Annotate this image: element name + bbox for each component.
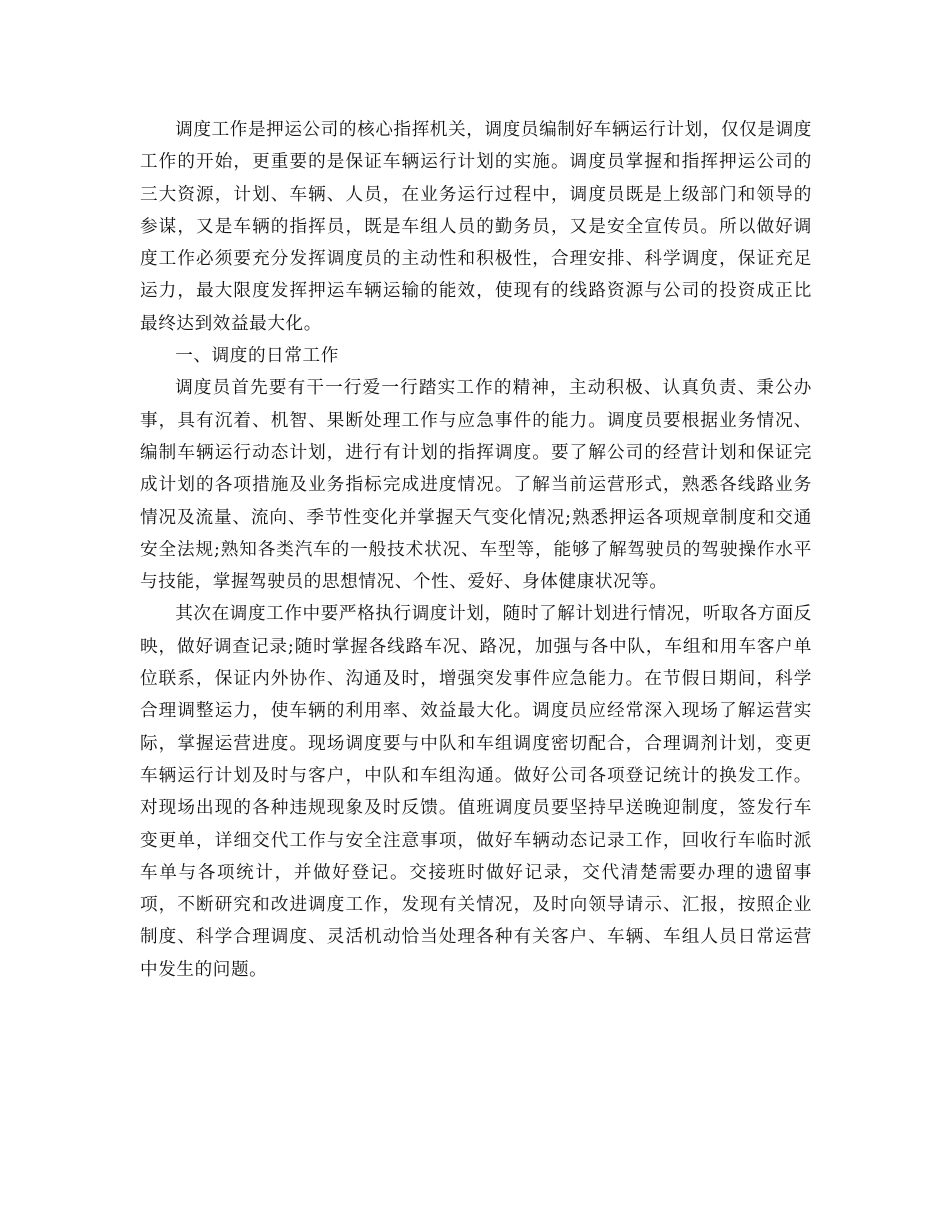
- body-paragraph-1: 调度员首先要有干一行爱一行踏实工作的精神，主动积极、认真负责、秉公办事，具有沉着、机智、果断处理工作与应急事件的能力。调度员要根据业务情况、编制车辆运行动态计划，进行有计划的指挥调度。要了解公司的经营计划和保证完成计划的各项措施及业务指标完成进度情况。了解当前运营形式，熟悉各线路业务情况及流量、流向、季节性变化并掌握天气变化情况;熟悉押运各项规章制度和交通安全法规;熟知各类汽车的一般技术状况、车型等，能够了解驾驶员的驾驶操作水平与技能，掌握驾驶员的思想情况、个性、爱好、身体健康状况等。: [140, 378, 812, 593]
- section-heading: 一、调度的日常工作: [175, 346, 339, 367]
- document-body: [140, 114, 812, 986]
- intro-paragraph: 调度工作是押运公司的核心指挥机关，调度员编制好车辆运行计划，仅仅是调度工作的开始，更重要的是保证车辆运行计划的实施。调度员掌握和指挥押运公司的三大资源，计划、车辆、人员，在业务运行过程中，调度员既是上级部门和领导的参谋，又是车辆的指挥员，既是车组人员的勤务员，又是安全宣传员。所以做好调度工作必须要充分发挥调度员的主动性和积极性，合理安排、科学调度，保证充足运力，最大限度发挥押运车辆运输的能效，使现有的线路资源与公司的投资成正比最终达到效益最大化。: [140, 120, 812, 334]
- body-paragraph-2: 其次在调度工作中要严格执行调度计划，随时了解计划进行情况，听取各方面反映，做好调查记录;随时掌握各线路车况、路况，加强与各中队，车组和用车客户单位联系，保证内外协作、沟通及时，增强突发事件应急能力。在节假日期间，科学合理调整运力，使车辆的利用率、效益最大化。调度员应经常深入现场了解运营实际，掌握运营进度。现场调度要与中队和车组调度密切配合，合理调剂计划，变更车辆运行计划及时与客户，中队和车组沟通。做好公司各项登记统计的换发工作。对现场出现的各种违规现象及时反馈。值班调度员要坚持早送晚迎制度，签发行车变更单，详细交代工作与安全注意事项，做好车辆动态记录工作，回收行车临时派车单与各项统计，并做好登记。交接班时做好记录，交代清楚需要办理的遗留事项，不断研究和改进调度工作，发现有关情况，及时向领导请示、汇报，按照企业制度、科学合理调度、灵活机动恰当处理各种有关客户、车辆、车组人员日常运营中发生的问题。: [140, 604, 812, 980]
